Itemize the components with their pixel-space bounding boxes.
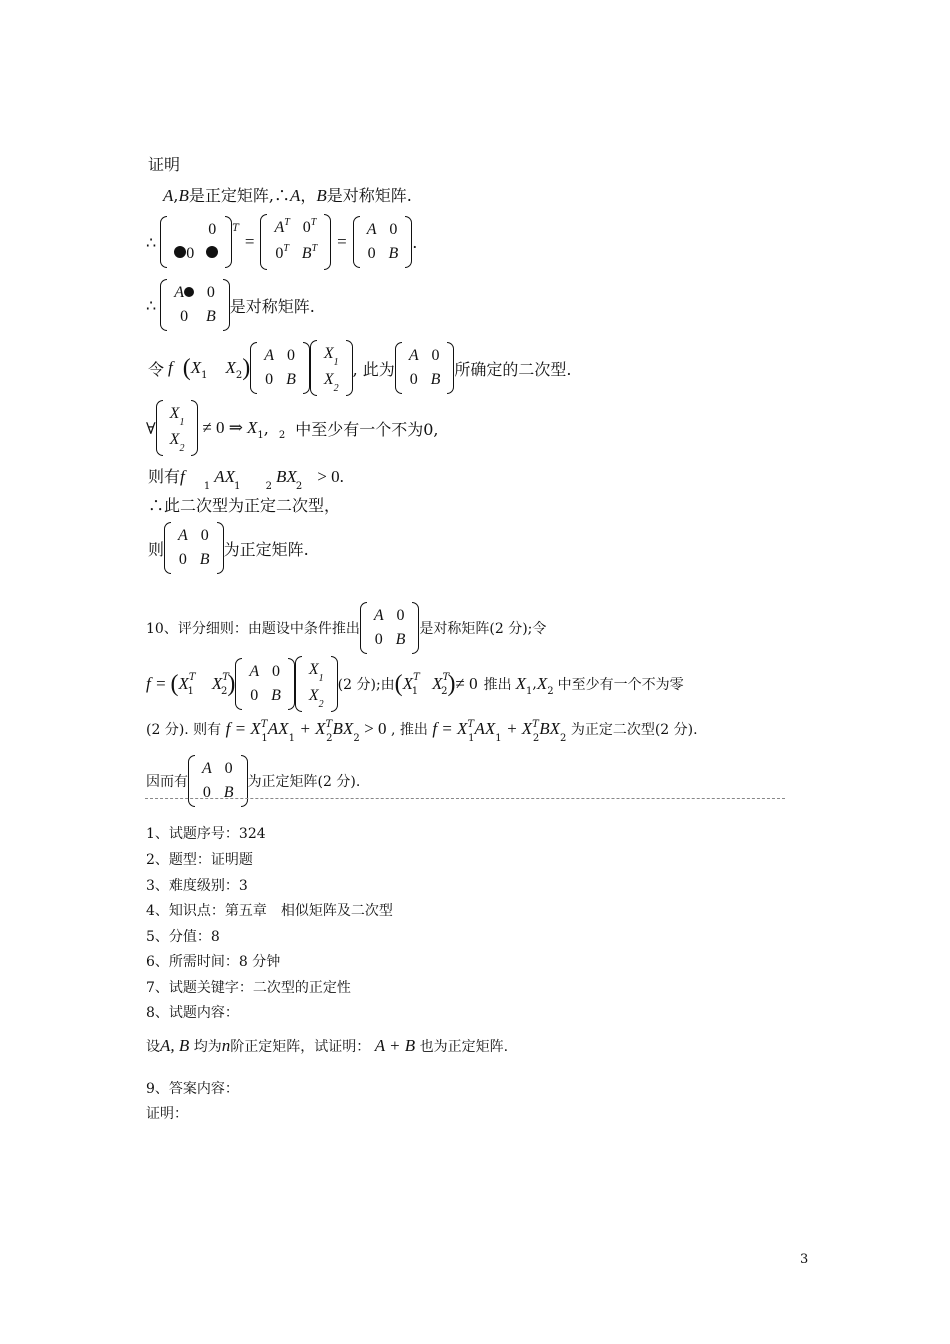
blot-mark xyxy=(206,246,218,258)
vector-x: $X_1$ $X_2$ xyxy=(310,340,353,396)
answer-label: 9、答案内容： xyxy=(146,1081,239,1097)
dashed-separator xyxy=(145,798,785,799)
blot-mark xyxy=(184,287,194,297)
proof-line-8: 则 A 0 0 B 为正定矩阵. xyxy=(148,522,309,574)
matrix-ab: A 0 0 B xyxy=(188,755,248,807)
vector-x: $X_1$ $X_2$ xyxy=(295,656,338,712)
matrix-ab: A 0 0 B xyxy=(395,342,455,394)
proof-line-1: A,B是正定矩阵,∴A，B是对称矩阵. xyxy=(163,186,412,205)
info-item-5: 5、分值：8 xyxy=(146,929,220,945)
proof-line-4: 令 f ( X 1 X 2 ) A 0 0 B $X_1$ $X_2$ , 此为 A 0 0 B 所确定的二次型. xyxy=(148,340,571,396)
matrix-transpose: $A^T$ $0^T$ $0^T$ $B^T$ xyxy=(260,214,331,270)
matrix-ab: A 0 0 B xyxy=(250,342,310,394)
vector-x: $X_1$ $X_2$ xyxy=(156,400,199,456)
grading-line-3: (2 分). 则有 $f = X^T_1AX_1 + X^T_2BX_2 > 0$ , 推出 $f = X^T_1AX_1 + X^T_2BX_2$ 为正定二次型(2 分). xyxy=(146,719,698,744)
matrix-ab: A 0 0 B xyxy=(235,658,295,710)
proof-line-3: ∴ A 0 0 B 是对称矩阵. xyxy=(146,279,315,331)
question-content: 设A, B 均为n阶正定矩阵，试证明： A + B 也为正定矩阵. xyxy=(146,1036,509,1055)
page-number: 3 xyxy=(800,1252,809,1267)
proof-line-7: ∴此二次型为正定二次型， xyxy=(148,496,341,515)
info-item-7: 7、试题关键字：二次型的正定性 xyxy=(146,980,351,996)
matrix-ab: A 0 0 B xyxy=(360,602,420,654)
matrix-ab: A 0 0 B xyxy=(353,216,413,268)
proof-line-2: ∴ 0 0 T = $A^T$ $0^T$ $0^T$ $B^T$ = A 0 0 B . xyxy=(146,214,417,270)
grading-line-4: 因而有 A 0 0 B 为正定矩阵(2 分). xyxy=(146,755,360,807)
info-item-1: 1、试题序号：324 xyxy=(146,826,266,842)
info-item-8: 8、试题内容： xyxy=(146,1005,239,1021)
grading-line-2: f = ( X T 1 X T 2 ) A 0 0 B $X_1$ $X_2$ (2 分);由 ( X T 1 X T 2 ) ≠ 0 推出 X 1 , X 2 中至少有一个不为零 xyxy=(146,656,684,712)
proof-line-5: ∀ $X_1$ $X_2$ ≠ 0 ⇒ X 1 , 2 中至少有一个不为0, xyxy=(146,400,439,456)
blot-mark xyxy=(174,246,186,258)
proof-heading: 证明 xyxy=(148,155,181,174)
grading-line-1: 10、评分细则：由题设中条件推出 A 0 0 B 是对称矩阵(2 分);令 xyxy=(146,602,546,654)
proof-line-6: 则有f $_1$AX $_1$ $_2$BX $_2$ > 0. xyxy=(148,467,344,492)
info-item-4: 4、知识点：第五章 相似矩阵及二次型 xyxy=(146,903,393,919)
info-item-2: 2、题型：证明题 xyxy=(146,852,253,868)
matrix-block: 0 0 xyxy=(160,216,232,268)
info-item-3: 3、难度级别：3 xyxy=(146,878,248,894)
answer-proof: 证明： xyxy=(146,1106,188,1122)
info-item-6: 6、所需时间：8 分钟 xyxy=(146,954,281,970)
matrix-ab: A 0 0 B xyxy=(164,522,224,574)
matrix-ab: A 0 0 B xyxy=(160,279,230,331)
